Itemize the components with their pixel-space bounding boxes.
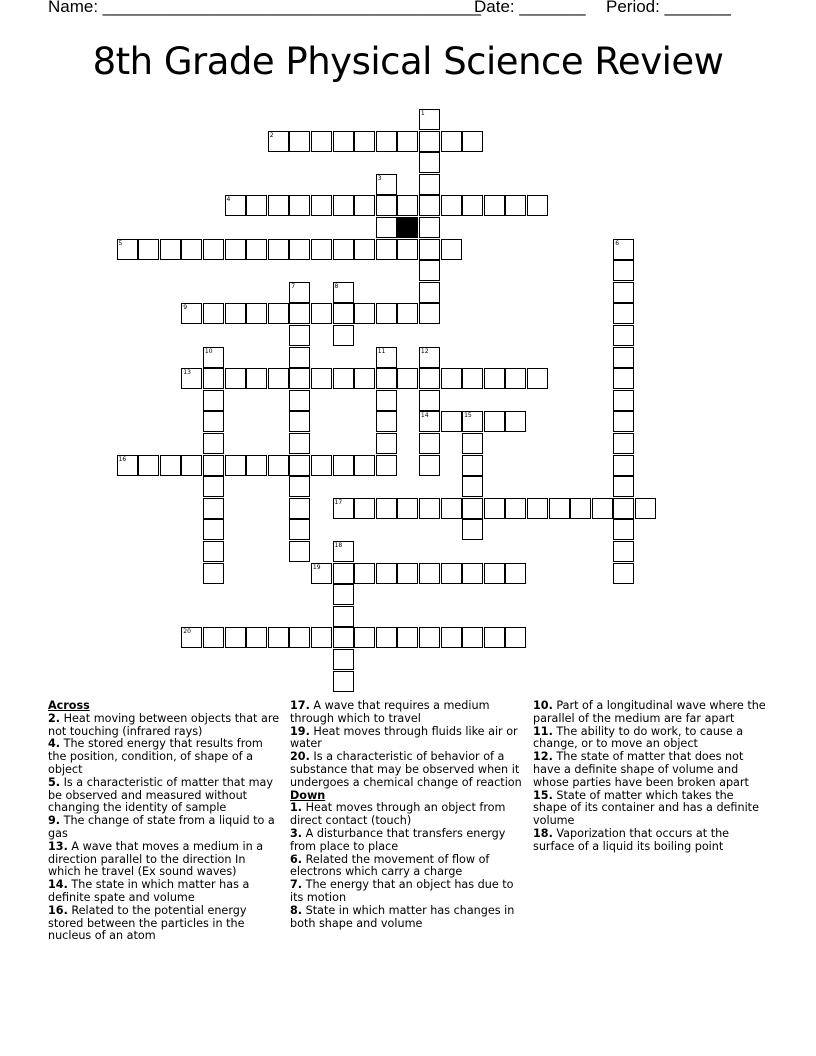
grid-cell[interactable] — [289, 498, 310, 519]
grid-cell[interactable] — [203, 347, 224, 368]
grid-cell[interactable] — [354, 627, 375, 648]
grid-cell[interactable] — [419, 368, 440, 389]
grid-cell[interactable] — [333, 282, 354, 303]
grid-cell[interactable] — [419, 498, 440, 519]
grid-cell[interactable] — [203, 476, 224, 497]
grid-cell[interactable] — [246, 627, 267, 648]
grid-cell[interactable] — [181, 239, 202, 260]
grid-cell[interactable] — [527, 368, 548, 389]
grid-cell[interactable] — [376, 195, 397, 216]
grid-cell[interactable] — [441, 368, 462, 389]
clue-across-5: 5. Is a characteristic of matter that may be observed and measured without changing the identity of sample — [48, 775, 273, 815]
clue-number: 9 — [183, 304, 188, 312]
grid-cell[interactable] — [311, 455, 332, 476]
grid-cell[interactable] — [354, 563, 375, 584]
grid-cell[interactable] — [462, 411, 483, 432]
grid-cell[interactable] — [289, 627, 310, 648]
clue-number: 8 — [334, 282, 339, 290]
grid-cell[interactable] — [635, 498, 656, 519]
clue-across-14: 14. The state in which matter has a definite spate and volume — [48, 878, 250, 904]
grid-cell[interactable] — [268, 368, 289, 389]
grid-cell[interactable] — [397, 303, 418, 324]
clue-down-6: 6. Related the movement of flow of electrons which carry a charge — [290, 852, 490, 879]
grid-cell[interactable] — [289, 347, 310, 368]
clue-number: 6 — [615, 239, 620, 247]
grid-cell[interactable] — [333, 325, 354, 346]
clue-across-13: 13. A wave that moves a medium in a direction parallel to the direction In which he travel (Ex sound waves) — [48, 839, 264, 879]
grid-cell[interactable] — [613, 390, 634, 411]
black-cell — [397, 217, 418, 238]
grid-cell[interactable] — [376, 131, 397, 152]
grid-cell[interactable] — [613, 411, 634, 432]
grid-cell[interactable] — [289, 476, 310, 497]
clue-down-18: 18. Vaporization that occurs at the surface of a liquid its boiling point — [533, 826, 730, 853]
grid-cell[interactable] — [225, 303, 246, 324]
grid-cell[interactable] — [419, 411, 440, 432]
grid-cell[interactable] — [289, 325, 310, 346]
grid-cell[interactable] — [613, 563, 634, 584]
grid-cell[interactable] — [333, 131, 354, 152]
grid-cell[interactable] — [570, 498, 591, 519]
grid-cell[interactable] — [441, 627, 462, 648]
grid-cell[interactable] — [289, 303, 310, 324]
grid-cell[interactable] — [268, 455, 289, 476]
grid-cell[interactable] — [462, 455, 483, 476]
grid-cell[interactable] — [376, 347, 397, 368]
grid-cell[interactable] — [333, 541, 354, 562]
grid-cell[interactable] — [613, 476, 634, 497]
page-title: 8th Grade Physical Science Review — [92, 40, 724, 83]
clue-number: 5 — [118, 239, 123, 247]
clue-down-12: 12. The state of matter that does not have a definite shape of volume and whose parties have been broken apart — [533, 750, 749, 789]
grid-cell[interactable] — [419, 347, 440, 368]
grid-cell[interactable] — [333, 584, 354, 605]
grid-cell[interactable] — [203, 303, 224, 324]
grid-cell[interactable] — [225, 195, 246, 216]
grid-cell[interactable] — [419, 239, 440, 260]
grid-cell[interactable] — [441, 195, 462, 216]
grid-cell[interactable] — [397, 563, 418, 584]
grid-cell[interactable] — [613, 368, 634, 389]
grid-cell[interactable] — [484, 563, 505, 584]
grid-cell[interactable] — [505, 498, 526, 519]
grid-cell[interactable] — [505, 627, 526, 648]
grid-cell[interactable] — [419, 455, 440, 476]
clue-number: 2 — [269, 131, 274, 139]
grid-cell[interactable] — [333, 195, 354, 216]
grid-cell[interactable] — [484, 411, 505, 432]
grid-cell[interactable] — [311, 239, 332, 260]
grid-cell[interactable] — [419, 390, 440, 411]
grid-cell[interactable] — [246, 455, 267, 476]
grid-cell[interactable] — [376, 498, 397, 519]
grid-cell[interactable] — [376, 303, 397, 324]
grid-cell[interactable] — [462, 476, 483, 497]
grid-cell[interactable] — [397, 239, 418, 260]
grid-cell[interactable] — [160, 239, 181, 260]
clue-across-19: 19. Heat moves through fluids like air or water — [290, 724, 518, 751]
grid-cell[interactable] — [268, 303, 289, 324]
grid-cell[interactable] — [397, 368, 418, 389]
grid-cell[interactable] — [462, 131, 483, 152]
grid-cell[interactable] — [138, 239, 159, 260]
clue-down-10: 10. Part of a longitudinal wave where the parallel of the medium are far apart — [533, 699, 766, 725]
grid-cell[interactable] — [376, 433, 397, 454]
grid-cell[interactable] — [333, 627, 354, 648]
grid-cell[interactable] — [203, 627, 224, 648]
grid-cell[interactable] — [203, 541, 224, 562]
clue-number: 11 — [377, 347, 386, 355]
clue-number: 3 — [377, 174, 382, 182]
grid-cell[interactable] — [311, 303, 332, 324]
grid-cell[interactable] — [419, 152, 440, 173]
grid-cell[interactable] — [268, 239, 289, 260]
grid-cell[interactable] — [441, 411, 462, 432]
grid-cell[interactable] — [505, 411, 526, 432]
clue-across-17: 17. A wave that requires a medium through which to travel — [290, 699, 490, 725]
grid-cell[interactable] — [462, 519, 483, 540]
grid-cell[interactable] — [441, 239, 462, 260]
grid-cell[interactable] — [376, 239, 397, 260]
grid-cell[interactable] — [289, 282, 310, 303]
grid-cell[interactable] — [441, 498, 462, 519]
grid-cell[interactable] — [419, 433, 440, 454]
clue-number: 20 — [183, 628, 191, 636]
grid-cell[interactable] — [592, 498, 613, 519]
grid-cell[interactable] — [246, 239, 267, 260]
grid-cell[interactable] — [289, 239, 310, 260]
grid-cell[interactable] — [462, 627, 483, 648]
grid-cell[interactable] — [484, 195, 505, 216]
grid-cell[interactable] — [376, 390, 397, 411]
grid-cell[interactable] — [203, 433, 224, 454]
grid-cell[interactable] — [333, 455, 354, 476]
grid-cell[interactable] — [181, 303, 202, 324]
grid-cell[interactable] — [419, 131, 440, 152]
grid-cell[interactable] — [462, 195, 483, 216]
grid-cell[interactable] — [354, 239, 375, 260]
clue-across-16: 16. Related to the potential energy stored between the particles in the nucleus of an atom — [48, 903, 247, 943]
grid-cell[interactable] — [268, 195, 289, 216]
grid-cell[interactable] — [311, 563, 332, 584]
grid-cell[interactable] — [289, 519, 310, 540]
grid-cell[interactable] — [333, 498, 354, 519]
clue-across-2: 2. Heat moving between objects that are not touching (infrared rays) — [48, 711, 280, 738]
grid-cell[interactable] — [246, 303, 267, 324]
clue-column-1 — [48, 700, 280, 943]
grid-cell[interactable] — [419, 627, 440, 648]
grid-cell[interactable] — [419, 217, 440, 238]
grid-cell[interactable] — [138, 455, 159, 476]
grid-cell[interactable] — [527, 498, 548, 519]
grid-cell[interactable] — [441, 563, 462, 584]
grid-cell[interactable] — [289, 390, 310, 411]
grid-cell[interactable] — [203, 519, 224, 540]
grid-cell[interactable] — [117, 239, 138, 260]
grid-cell[interactable] — [397, 131, 418, 152]
grid-cell[interactable] — [289, 411, 310, 432]
grid-cell[interactable] — [354, 195, 375, 216]
grid-cell[interactable] — [203, 368, 224, 389]
grid-cell[interactable] — [419, 282, 440, 303]
grid-cell[interactable] — [613, 455, 634, 476]
grid-cell[interactable] — [484, 627, 505, 648]
clue-down-15: 15. State of matter which takes the shape of its container and has a definite volume — [533, 788, 759, 828]
grid-cell[interactable] — [419, 174, 440, 195]
grid-cell[interactable] — [376, 563, 397, 584]
grid-cell[interactable] — [289, 368, 310, 389]
grid-cell[interactable] — [311, 368, 332, 389]
grid-cell[interactable] — [419, 303, 440, 324]
grid-cell[interactable] — [225, 627, 246, 648]
grid-cell[interactable] — [289, 195, 310, 216]
grid-cell[interactable] — [419, 195, 440, 216]
period-field: Period: _______ — [606, 0, 731, 16]
clue-number: 16 — [118, 455, 127, 463]
grid-cell[interactable] — [441, 131, 462, 152]
grid-cell[interactable] — [246, 368, 267, 389]
grid-cell[interactable] — [419, 260, 440, 281]
clue-number: 1 — [420, 110, 425, 117]
grid-cell[interactable] — [397, 195, 418, 216]
clue-down-8: 8. State in which matter has changes in both shape and volume — [290, 903, 515, 930]
grid-cell[interactable] — [333, 239, 354, 260]
grid-cell[interactable] — [549, 498, 570, 519]
grid-cell[interactable] — [225, 455, 246, 476]
clue-number: 15 — [464, 412, 472, 420]
grid-cell[interactable] — [397, 627, 418, 648]
grid-cell[interactable] — [484, 498, 505, 519]
grid-cell[interactable] — [354, 368, 375, 389]
clue-across-20: 20. Is a characteristic of behavior of a substance that may be observed when it undergoes a chemical change of reaction — [290, 750, 522, 789]
grid-cell[interactable] — [311, 195, 332, 216]
grid-cell[interactable] — [613, 347, 634, 368]
grid-cell[interactable] — [419, 109, 440, 130]
name-field: Name: ________________________________________ — [48, 0, 481, 16]
across-heading: Across — [48, 699, 90, 712]
grid-cell[interactable] — [613, 519, 634, 540]
grid-cell[interactable] — [613, 282, 634, 303]
grid-cell[interactable] — [203, 390, 224, 411]
down-heading: Down — [290, 788, 326, 802]
grid-cell[interactable] — [376, 411, 397, 432]
clue-column-3 — [533, 700, 769, 854]
grid-cell[interactable] — [462, 563, 483, 584]
grid-cell[interactable] — [289, 541, 310, 562]
grid-cell[interactable] — [160, 455, 181, 476]
grid-cell[interactable] — [462, 498, 483, 519]
grid-cell[interactable] — [613, 303, 634, 324]
grid-cell[interactable] — [397, 498, 418, 519]
grid-cell[interactable] — [505, 195, 526, 216]
grid-cell[interactable] — [311, 131, 332, 152]
grid-cell[interactable] — [462, 433, 483, 454]
clue-number: 4 — [226, 196, 231, 204]
grid-cell[interactable] — [117, 455, 138, 476]
clue-across-4: 4. The stored energy that results from the position, condition, of shape of a object — [48, 737, 263, 776]
grid-cell[interactable] — [225, 239, 246, 260]
grid-cell[interactable] — [333, 303, 354, 324]
grid-cell[interactable] — [354, 498, 375, 519]
clue-down-7: 7. The energy that an object has due to its motion — [290, 878, 514, 904]
grid-cell[interactable] — [225, 368, 246, 389]
grid-cell[interactable] — [354, 303, 375, 324]
grid-cell[interactable] — [333, 649, 354, 670]
grid-cell[interactable] — [613, 498, 634, 519]
grid-cell[interactable] — [289, 433, 310, 454]
clue-down-11: 11. The ability to do work, to cause a change, or to move an object — [533, 724, 744, 751]
grid-cell[interactable] — [613, 541, 634, 562]
grid-cell[interactable] — [181, 368, 202, 389]
grid-cell[interactable] — [268, 627, 289, 648]
grid-cell[interactable] — [203, 563, 224, 584]
grid-cell[interactable] — [203, 455, 224, 476]
clue-number: 14 — [420, 412, 429, 420]
grid-cell[interactable] — [376, 627, 397, 648]
grid-cell[interactable] — [613, 260, 634, 281]
grid-cell[interactable] — [333, 606, 354, 627]
grid-cell[interactable] — [462, 368, 483, 389]
grid-cell[interactable] — [613, 433, 634, 454]
clue-across-9: 9. The change of state from a liquid to a gas — [48, 814, 275, 840]
grid-cell[interactable] — [376, 217, 397, 238]
clue-down-1: 1. Heat moves through an object from direct contact (touch) — [290, 801, 506, 828]
clue-number: 7 — [291, 282, 296, 290]
grid-cell[interactable] — [181, 455, 202, 476]
grid-cell[interactable] — [333, 563, 354, 584]
grid-cell[interactable] — [246, 195, 267, 216]
grid-cell[interactable] — [613, 325, 634, 346]
grid-cell[interactable] — [181, 627, 202, 648]
grid-cell[interactable] — [376, 455, 397, 476]
clue-down-3: 3. A disturbance that transfers energy from place to place — [290, 826, 506, 853]
clue-number: 19 — [312, 563, 321, 571]
grid-cell[interactable] — [376, 174, 397, 195]
date-field: Date: _______ — [474, 0, 586, 16]
grid-cell[interactable] — [333, 671, 354, 692]
grid-cell[interactable] — [289, 131, 310, 152]
grid-cell[interactable] — [376, 368, 397, 389]
grid-cell[interactable] — [203, 411, 224, 432]
grid-cell[interactable] — [613, 239, 634, 260]
grid-cell[interactable] — [527, 195, 548, 216]
grid-cell[interactable] — [505, 563, 526, 584]
grid-cell[interactable] — [419, 563, 440, 584]
clue-number: 12 — [420, 347, 429, 355]
grid-cell[interactable] — [484, 368, 505, 389]
grid-cell[interactable] — [354, 455, 375, 476]
grid-cell[interactable] — [311, 627, 332, 648]
clue-number: 17 — [334, 498, 343, 506]
grid-cell[interactable] — [333, 368, 354, 389]
grid-cell[interactable] — [505, 368, 526, 389]
grid-cell[interactable] — [354, 131, 375, 152]
grid-cell[interactable] — [203, 498, 224, 519]
grid-cell[interactable] — [289, 455, 310, 476]
clue-column-2 — [290, 700, 528, 930]
clue-number: 18 — [334, 542, 343, 549]
clue-number: 10 — [204, 347, 213, 355]
clue-number: 13 — [183, 369, 191, 377]
grid-cell[interactable] — [203, 239, 224, 260]
grid-cell[interactable] — [268, 131, 289, 152]
